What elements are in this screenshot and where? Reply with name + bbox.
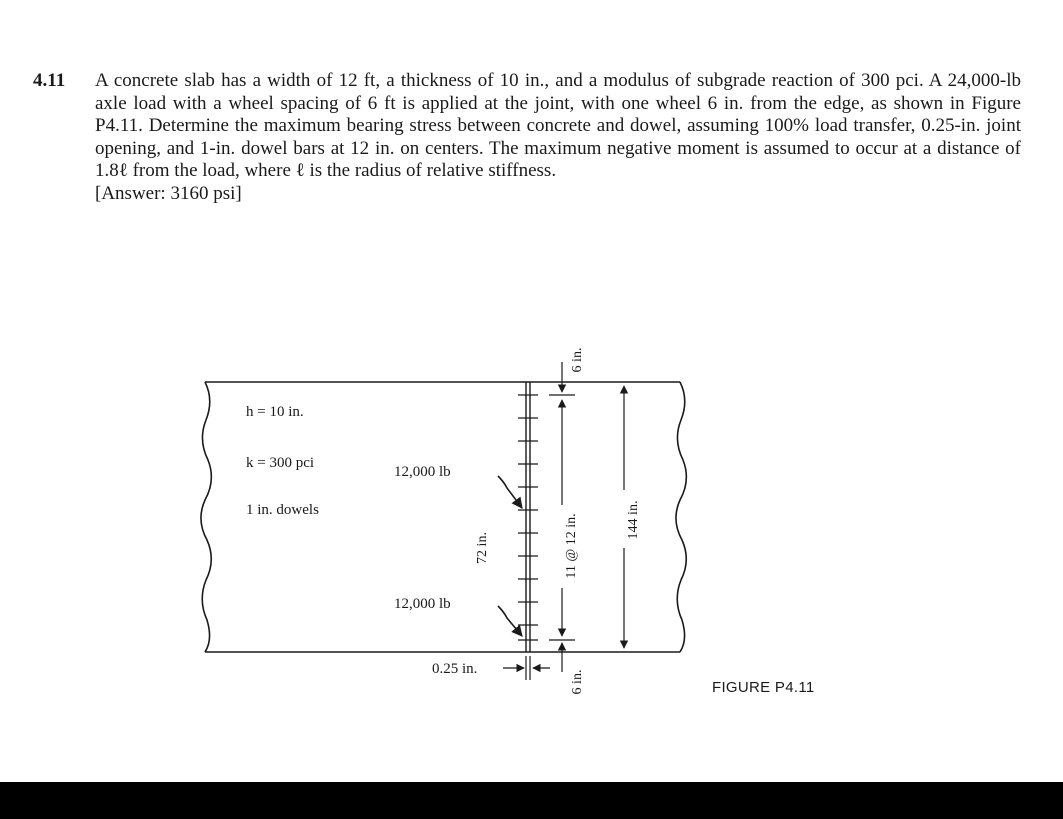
dim-joint-opening: 0.25 in.	[432, 661, 478, 677]
note-dowels: 1 in. dowels	[246, 502, 319, 518]
dim-bottom-offset: 6 in.	[570, 669, 585, 695]
note-thickness: h = 10 in.	[246, 404, 304, 420]
problem-statement: A concrete slab has a width of 12 ft, a thickness of 10 in., and a modulus of subgrade reaction of 300 pci. A 24,000-lb axle load with a wheel spacing of 6 ft is applied at the joint, with one wheel 6 in. from the edge, as shown in Figure P4.11. Determine the maximum bearing stress between concrete and dowel, assuming 100% load transfer, 0.25-in. joint opening, and 1-in. dowel bars at 12 in. on centers. The maximum negative moment is assumed to occur at a distance of 1.8ℓ from the load, where ℓ is the radius of relative stiffness.	[95, 70, 1021, 182]
load-arrow-upper	[498, 476, 522, 508]
load-label-lower: 12,000 lb	[394, 596, 451, 612]
figure-caption: FIGURE P4.11	[712, 679, 815, 696]
bottom-black-bar	[0, 782, 1063, 819]
dowel-bars	[518, 395, 538, 640]
note-subgrade: k = 300 pci	[246, 455, 315, 471]
problem-number: 4.11	[33, 70, 66, 91]
dim-top-offset: 6 in.	[570, 347, 585, 373]
dim-slab-width: 144 in.	[626, 500, 641, 540]
dim-wheel-spacing: 72 in.	[475, 532, 490, 564]
dim-dowel-spacing: 11 @ 12 in.	[564, 513, 579, 579]
joint-lines	[526, 382, 530, 652]
load-arrow-lower	[498, 606, 522, 636]
load-label-upper: 12,000 lb	[394, 464, 451, 480]
problem-answer: [Answer: 3160 psi]	[95, 182, 242, 204]
